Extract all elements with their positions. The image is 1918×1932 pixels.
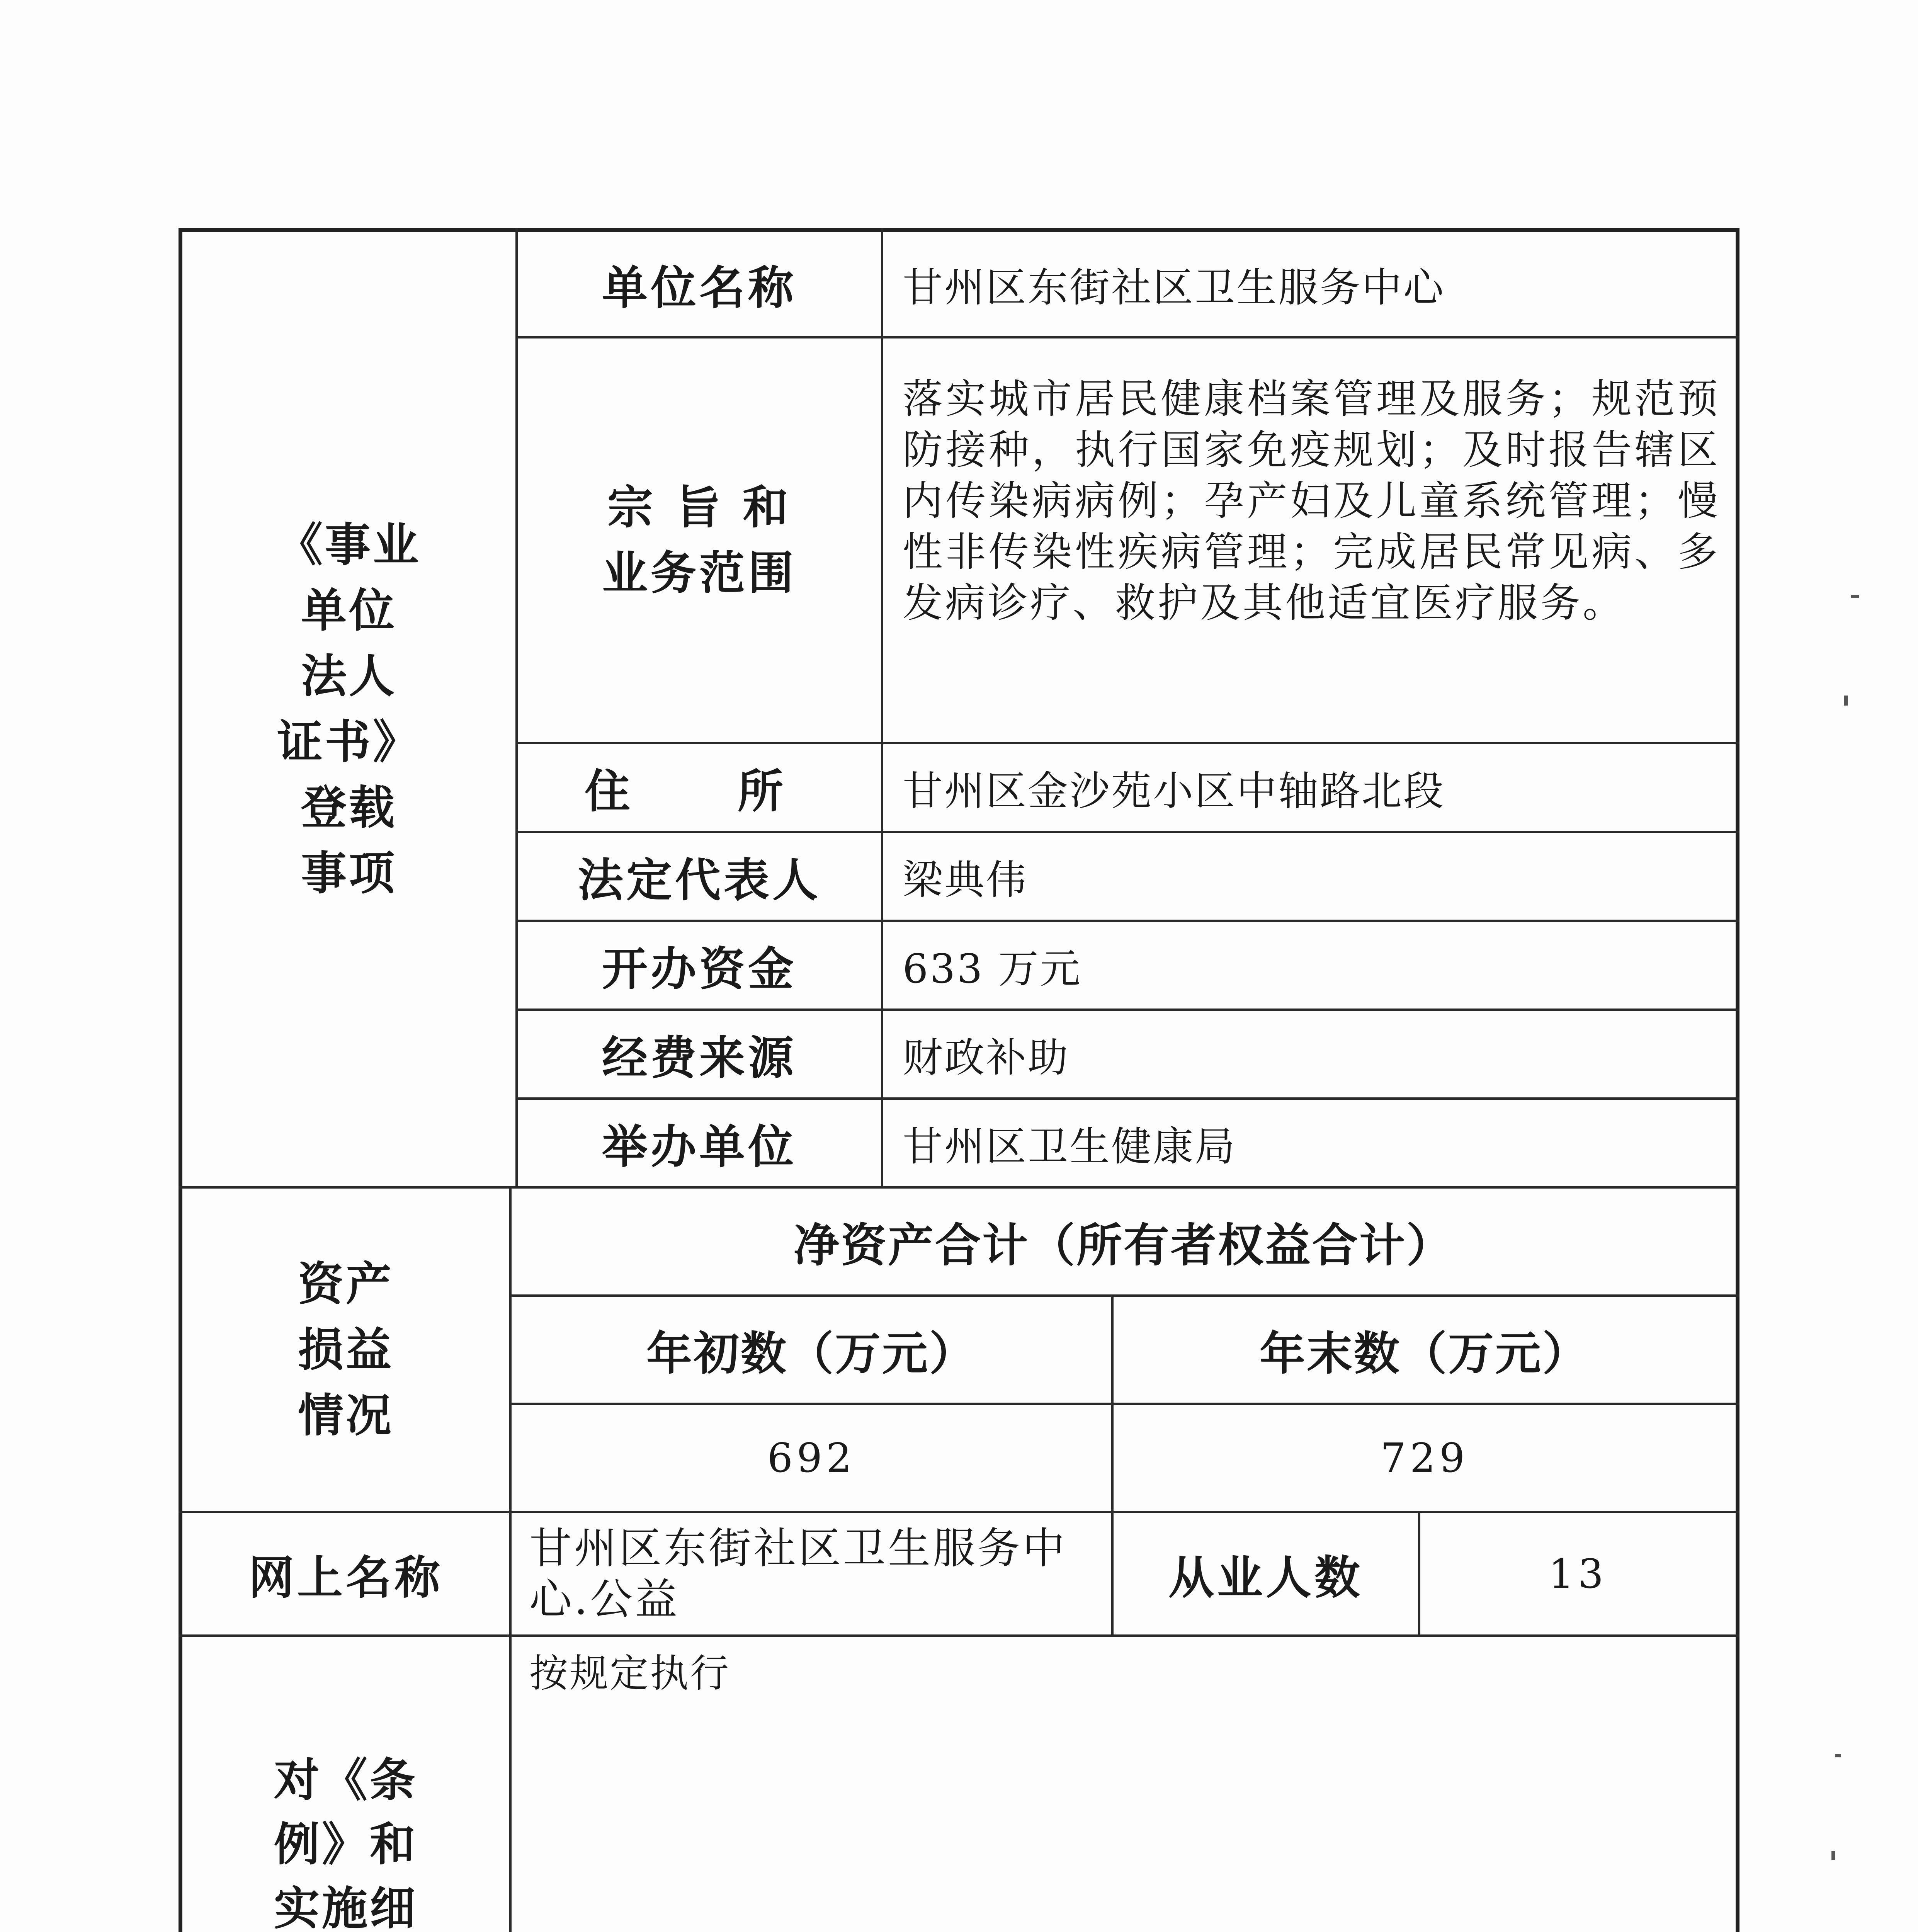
legal-representative-value: 梁典伟 [903, 856, 1028, 903]
funding-source-value: 财政补助 [903, 1034, 1070, 1081]
staff-count-value: 13 [1548, 1550, 1608, 1597]
funding-source-label: 经费来源 [602, 1031, 797, 1085]
registration-section-label: 《事业 单位 法人 证书》 登载 事项 [277, 518, 421, 900]
compliance-value: 按规定执行 [529, 1651, 730, 1696]
scan-speck [1831, 1851, 1835, 1860]
compliance-label: 对《条 例》和 实施细 [274, 1753, 418, 1932]
beginning-balance-value: 692 [767, 1434, 856, 1481]
online-name-value: 甘州区东街社区卫生服务中心.公益 [529, 1524, 1067, 1624]
unit-name-value: 甘州区东街社区卫生服务中心 [903, 264, 1445, 311]
assets-section-label: 资产 损益 情况 [298, 1257, 394, 1442]
net-assets-header: 净资产合计（所有者权益合计） [793, 1218, 1454, 1272]
sponsor-value: 甘州区卫生健康局 [903, 1123, 1237, 1170]
legal-representative-label: 法定代表人 [577, 853, 821, 907]
capital-value: 633 万元 [903, 945, 1082, 992]
unit-name-label: 单位名称 [602, 261, 797, 315]
scan-speck [1835, 1754, 1841, 1757]
scan-speck [1844, 696, 1848, 706]
ending-balance-label: 年末数（万元） [1259, 1327, 1590, 1380]
beginning-balance-label: 年初数（万元） [646, 1327, 976, 1380]
scan-speck [1851, 595, 1859, 598]
staff-count-label: 从业人数 [1168, 1551, 1363, 1604]
scope-label: 宗 旨 和 业务范围 [602, 480, 797, 600]
capital-label: 开办资金 [602, 942, 797, 996]
address-label: 住 所 [584, 764, 814, 818]
online-name-label: 网上名称 [248, 1551, 443, 1604]
scope-value: 落实城市居民健康档案管理及服务；规范预防接种，执行国家免疫规划；及时报告辖区内传染病病例；孕产妇及儿童系统管理；慢性非传染性疾病管理；完成居民常见病、多发病诊疗、救护及其他适宜医疗服务。 [903, 375, 1720, 626]
ending-balance-value: 729 [1380, 1434, 1469, 1481]
address-value: 甘州区金沙苑小区中轴路北段 [903, 767, 1445, 815]
sponsor-label: 举办单位 [602, 1120, 797, 1173]
